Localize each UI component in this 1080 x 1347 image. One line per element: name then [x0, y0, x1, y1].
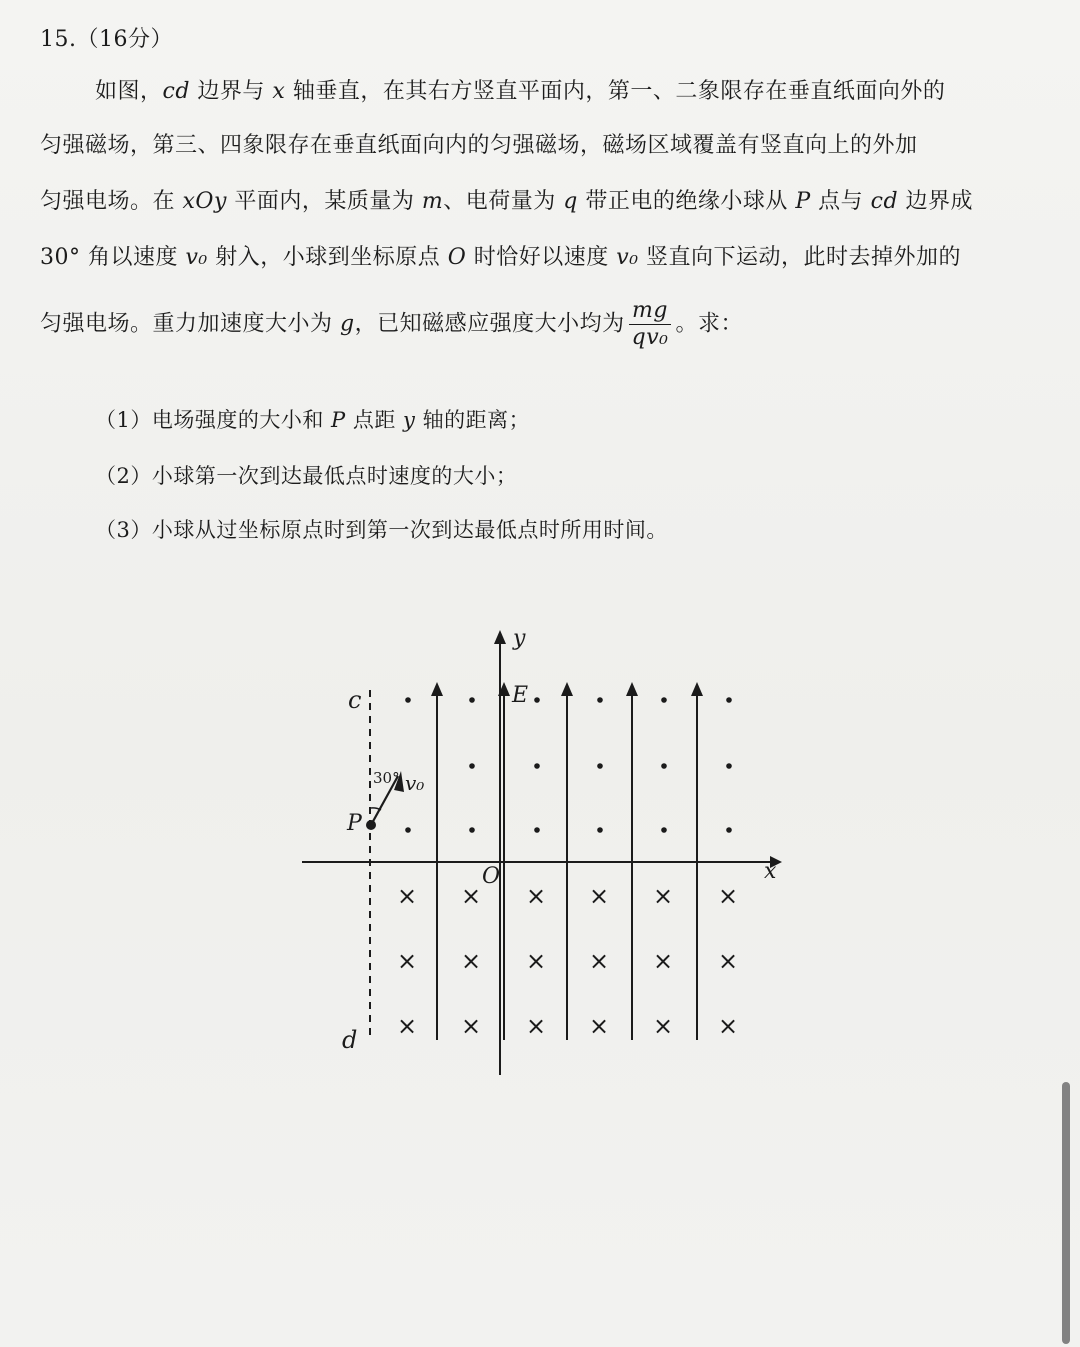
- y-axis-label: y: [513, 626, 526, 651]
- field-out-dot: [726, 827, 732, 833]
- boundary-c-label: c: [348, 686, 362, 714]
- field-out-dot: [661, 763, 667, 769]
- field-in-cross: ×: [652, 947, 674, 975]
- field-in-cross: ×: [652, 1012, 674, 1040]
- x-axis-label: x: [764, 859, 777, 884]
- field-in-cross: ×: [588, 882, 610, 910]
- problem-text-line-1: 如图，cd 边界与 x 轴垂直，在其右方竖直平面内，第一、二象限存在垂直纸面向外的: [95, 79, 946, 104]
- field-out-dot: [597, 827, 603, 833]
- velocity-label: v₀: [405, 771, 425, 795]
- field-out-dot: [661, 697, 667, 703]
- field-out-dot: [469, 697, 475, 703]
- field-in-cross: ×: [396, 1012, 418, 1040]
- magnetic-field-out-dots: [405, 697, 732, 833]
- boundary-d-label: d: [342, 1026, 358, 1054]
- field-arrow-icon: [691, 682, 703, 696]
- field-in-cross: ×: [396, 882, 418, 910]
- field-in-cross: ×: [525, 947, 547, 975]
- problem-text-line-2: 匀强磁场，第三、四象限存在垂直纸面向内的匀强磁场，磁场区域覆盖有竖直向上的外加: [40, 133, 918, 158]
- field-in-cross: ×: [652, 882, 674, 910]
- field-in-cross: ×: [460, 1012, 482, 1040]
- field-arrow-icon: [626, 682, 638, 696]
- field-out-dot: [534, 697, 540, 703]
- field-out-dot: [405, 827, 411, 833]
- point-p-label: P: [347, 811, 362, 836]
- field-out-dot: [597, 763, 603, 769]
- question-3: （3）小球从过坐标原点时到第一次到达最低点时所用时间。: [95, 518, 668, 542]
- field-out-dot: [469, 763, 475, 769]
- field-in-cross: ×: [588, 1012, 610, 1040]
- field-in-cross: ×: [460, 947, 482, 975]
- field-in-cross: ×: [525, 882, 547, 910]
- field-in-cross: ×: [717, 882, 739, 910]
- y-axis-arrow-icon: [494, 630, 506, 644]
- field-out-dot: [534, 763, 540, 769]
- question-1: （1）电场强度的大小和 P 点距 y 轴的距离；: [95, 408, 531, 432]
- field-arrow-icon: [561, 682, 573, 696]
- field-in-cross: ×: [588, 947, 610, 975]
- origin-label: O: [482, 864, 501, 889]
- problem-header: 15.（16分）: [40, 27, 173, 52]
- field-in-cross: ×: [396, 947, 418, 975]
- field-in-cross: ×: [717, 947, 739, 975]
- field-in-cross: ×: [525, 1012, 547, 1040]
- field-out-dot: [726, 697, 732, 703]
- field-out-dot: [405, 697, 411, 703]
- field-arrow-icon: [431, 682, 443, 696]
- field-out-dot: [726, 763, 732, 769]
- question-2: （2）小球第一次到达最低点时速度的大小；: [95, 464, 518, 488]
- field-e-label: E: [512, 683, 529, 708]
- angle-label: 30°: [373, 769, 400, 787]
- problem-text-line-3: 匀强电场。在 xOy 平面内，某质量为 m、电荷量为 q 带正电的绝缘小球从 P 点与 cd 边界成: [40, 189, 974, 214]
- magnetic-field-fraction: $\frac{mg}{\text{qv₀}}$: [629, 298, 672, 351]
- field-in-cross: ×: [717, 1012, 739, 1040]
- field-out-dot: [469, 827, 475, 833]
- field-out-dot: [597, 697, 603, 703]
- problem-text-line-5: 匀强电场。重力加速度大小为 g，已知磁感应强度大小均为 $\frac{mg}{\text{qv₀}}$ 。求：: [40, 298, 743, 350]
- field-out-dot: [534, 827, 540, 833]
- field-out-dot: [661, 827, 667, 833]
- problem-text-line-4: 30° 角以速度 v₀ 射入，小球到坐标原点 O 时恰好以速度 v₀ 竖直向下运动，此时去掉外加的: [40, 245, 962, 270]
- vertical-scrollbar[interactable]: [1062, 1082, 1070, 1344]
- field-in-cross: ×: [460, 882, 482, 910]
